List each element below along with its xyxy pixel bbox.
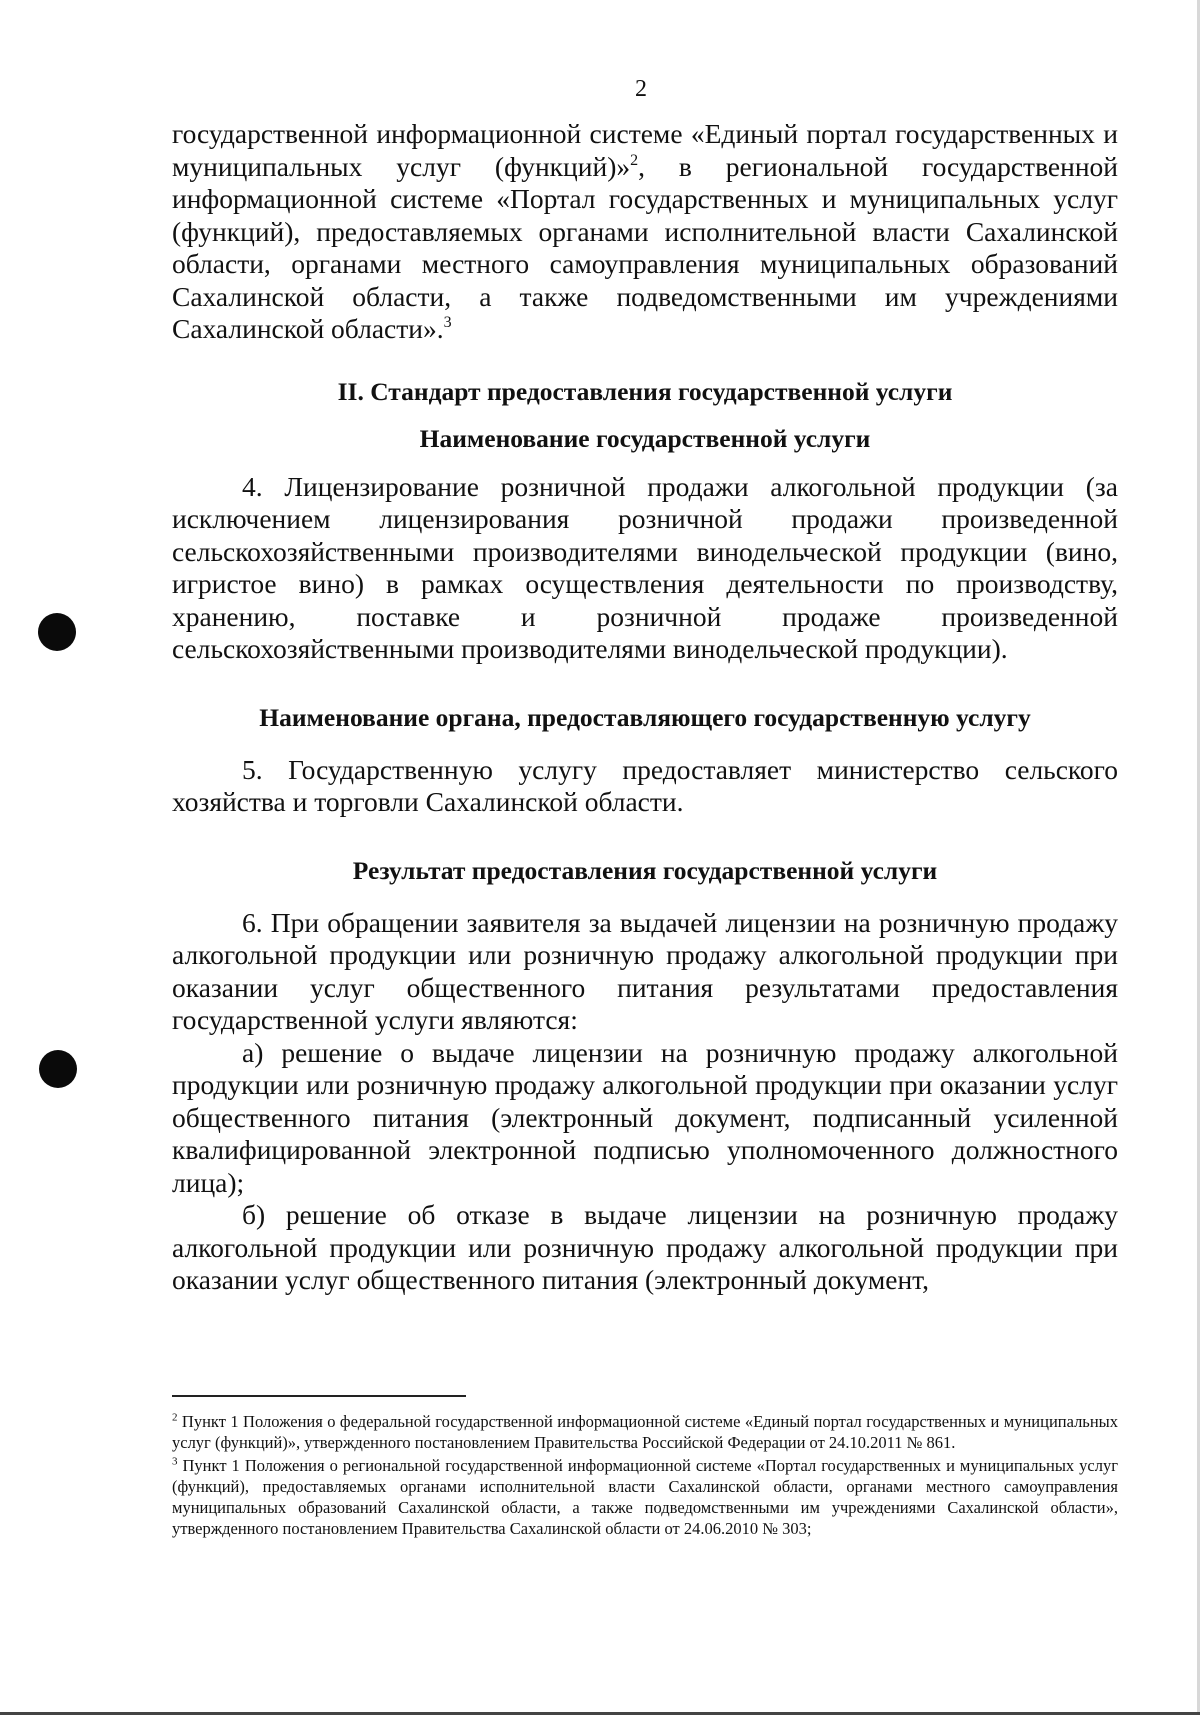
footnote-ref-3: 3	[443, 313, 452, 331]
footnote-2	[172, 1411, 1118, 1453]
footnote-2-text: Пункт 1 Положения о федеральной государственной информационной системе «Единый портал государственных и муниципальных услуг (функций)», утвержденного постановлением Правительства Российской Федерации от 24.10.2011 № 861.	[172, 1412, 1118, 1452]
intro-paragraph	[172, 118, 1118, 346]
section-title: II. Стандарт предоставления государственной услуги	[337, 376, 953, 406]
item-6a-paragraph: а) решение о выдаче лицензии на розничную продажу алкогольной продукции или розничную продажу алкогольной продукции при оказании услуг общественного питания (электронный документ, подписанный усиленной квалифицированной электронной подписью уполномоченного должностного лица);	[172, 1036, 1118, 1198]
item-6-paragraph: 6. При обращении заявителя за выдачей лицензии на розничную продажу алкогольной продукции или розничную продажу алкогольной продукции при оказании услуг общественного питания результатами предоставления государственной услуги являются:	[172, 906, 1118, 1035]
footnote-2-marker: 2	[172, 1411, 178, 1424]
punch-hole-mark	[38, 613, 76, 651]
footnote-ref-2: 2	[630, 151, 639, 169]
service-name-heading: Наименование государственной услуги	[419, 423, 871, 453]
page-number: 2	[635, 76, 647, 102]
intro-text-a: государственной информационной системе «Единый портал государственных и муниципальных услуг (функций)»	[172, 118, 1118, 182]
footnote-3	[172, 1455, 1118, 1539]
main-text	[172, 118, 1118, 1297]
item-5-paragraph: 5. Государственную услугу предоставляет министерство сельского хозяйства и торговли Сахалинской области.	[172, 753, 1118, 817]
footnotes	[172, 1411, 1118, 1541]
footnote-separator	[172, 1395, 466, 1397]
item-4-paragraph: 4. Лицензирование розничной продажи алкогольной продукции (за исключением лицензирования розничной продажи произведенной сельскохозяйственными производителями винодельческой продукции (вино, игристое вино) в рамках осуществления деятельности по производству, хранению, поставке и розничной продаже произведенной сельскохозяйственными производителями винодельческой продукции).	[172, 470, 1118, 664]
intro-text-b: , в региональной государственной информационной системе «Портал государственных и муниципальных услуг (функций), предоставляемых органами исполнительной власти Сахалинской области, органами местного самоуправления муниципальных образований Сахалинской области, а также подведомственными им учреждениями Сахалинской области».	[172, 150, 1119, 344]
organ-heading: Наименование органа, предоставляющего государственную услугу	[259, 702, 1031, 732]
footnote-3-text: Пункт 1 Положения о региональной государственной информационной системе «Портал государственных и муниципальных услуг (функций), предоставляемых органами исполнительной власти Сахалинской области, органами местного самоуправления муниципальных образований Сахалинской области, а также подведомственными им учреждениями Сахалинской области», утвержденного постановлением Правительства Сахалинской области от 24.06.2010 № 303;	[172, 1456, 1118, 1538]
result-heading: Результат предоставления государственной услуги	[352, 855, 938, 885]
item-6b-paragraph: б) решение об отказе в выдаче лицензии на розничную продажу алкогольной продукции или розничную продажу алкогольной продукции при оказании услуг общественного питания (электронный документ,	[172, 1199, 1118, 1295]
punch-hole-mark	[39, 1050, 77, 1088]
footnote-3-marker: 3	[172, 1455, 178, 1468]
